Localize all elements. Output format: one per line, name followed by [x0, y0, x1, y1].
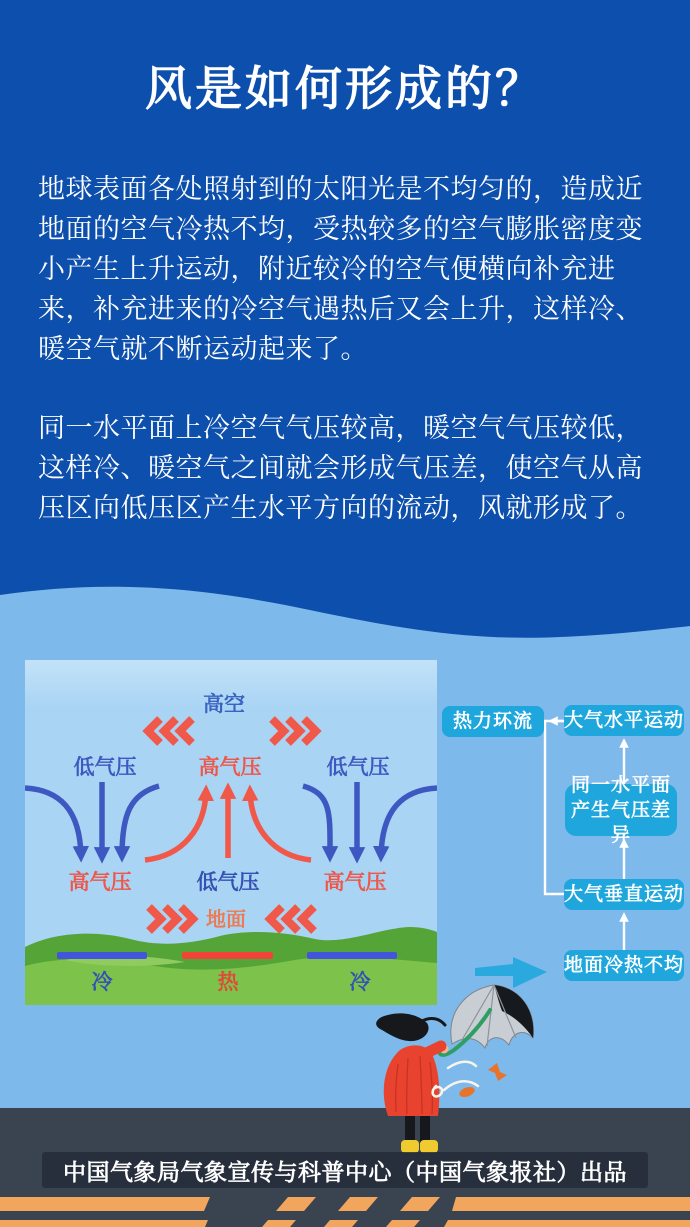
intro-paragraph-1: 地球表面各处照射到的太阳光是不均匀的，造成近地面的空气冷热不均，受热较多的空气膨胀密度变小产生上升运动，附近较冷的空气便横向补充进来，补充进来的冷空气遇热后又会上升，这样冷、暖空气就不断运动起来了。: [38, 174, 643, 364]
flow-box-heating-label: 地面冷热不均: [564, 955, 685, 976]
credit-bar: [42, 1152, 648, 1188]
flow-box-pressure-line1: 同一水平面: [570, 774, 671, 796]
crosswalk-stripes: [0, 1190, 690, 1227]
flow-box-uneven-heating: [564, 950, 684, 981]
page-title: 风是如何形成的？: [145, 62, 545, 115]
flow-box-pressure-line2: 产生气压差异: [570, 799, 671, 846]
flow-box-horizontal-motion: [564, 705, 684, 736]
upper-left-pressure-label: 低气压: [73, 756, 137, 779]
flow-box-vertical-label: 大气垂直运动: [564, 884, 685, 905]
coat: [384, 1045, 440, 1116]
credit-text: 中国气象局气象宣传与科普中心（中国气象报社）出品: [63, 1158, 627, 1185]
upper-center-pressure-label: 高气压: [198, 756, 262, 779]
upper-right-pressure-label: 低气压: [326, 756, 390, 779]
flow-box-thermal-circulation: [442, 706, 544, 737]
lower-center-pressure-label: 低气压: [196, 871, 260, 894]
intro-paragraph-2: 同一水平面上冷空气气压较高，暖空气气压较低，这样冷、暖空气之间就会形成气压差，使空气从高压区向低压区产生水平方向的流动，风就形成了。: [38, 413, 643, 523]
lower-left-pressure-label: 高气压: [68, 871, 132, 894]
sky-label: 高空: [203, 693, 245, 716]
flow-box-horizontal-label: 大气水平运动: [564, 710, 685, 731]
flow-box-pressure-difference: [565, 774, 677, 846]
flow-box-thermal-label: 热力环流: [452, 711, 533, 732]
leg-left: [405, 1116, 415, 1143]
wind-person-illustration: [370, 978, 545, 1155]
cold-label-left: 冷: [91, 971, 113, 994]
hot-label-center: 热: [217, 971, 239, 994]
flow-box-vertical-motion: [564, 879, 684, 910]
hair: [376, 1013, 428, 1041]
leg-right: [420, 1116, 430, 1143]
lower-right-pressure-label: 高气压: [323, 871, 387, 894]
connector-bracket: [545, 721, 564, 894]
umbrella-icon: [439, 985, 534, 1055]
cold-label-right: 冷: [349, 971, 371, 994]
person-figure: [376, 1013, 445, 1153]
surface-label: 地面: [206, 909, 246, 931]
